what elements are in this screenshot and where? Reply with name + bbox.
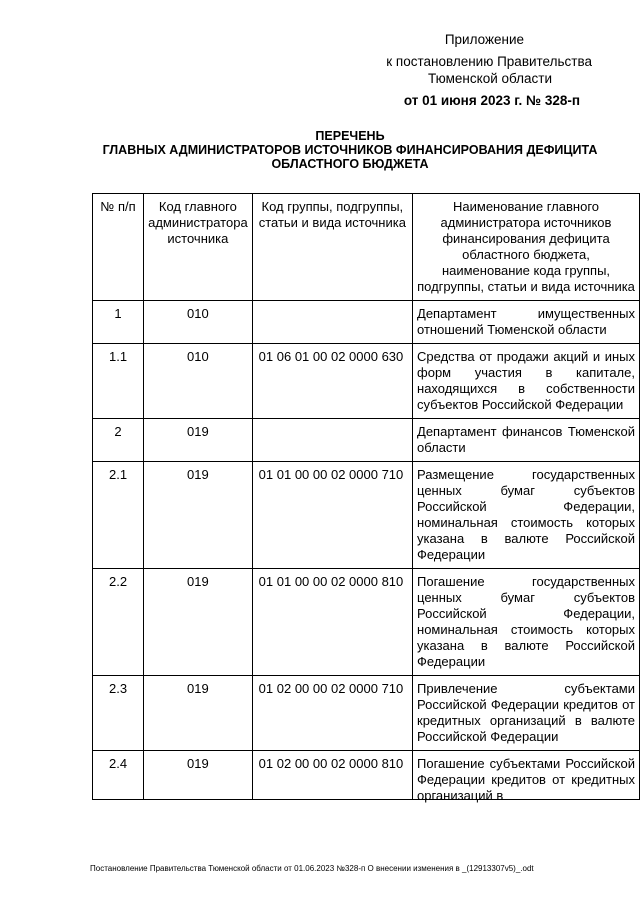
- row-admin-code: 010: [144, 301, 253, 344]
- appendix-title: Приложение: [444, 32, 524, 47]
- title-line-3: ОБЛАСТНОГО БЮДЖЕТА: [271, 157, 429, 171]
- row-num: 1: [93, 301, 144, 344]
- row-admin-code: 019: [144, 569, 253, 676]
- row-name: Размещение государственных ценных бумаг субъектов Российской Федерации, номинальная стоимость которых указана в валюте Российской Федерации: [413, 462, 640, 569]
- table-row: [93, 676, 640, 751]
- header-num: № п/п: [93, 194, 144, 301]
- table-row: [93, 344, 640, 419]
- row-name: [413, 751, 640, 803]
- row-group-code: 01 06 01 00 02 0000 630: [252, 344, 412, 419]
- administrators-table: [92, 193, 640, 803]
- row-num: 2.2: [93, 569, 144, 676]
- row-group-code: 01 01 00 00 02 0000 810: [252, 569, 412, 676]
- header-group-code: Код группы, подгруппы, статьи и вида источника: [252, 194, 412, 301]
- row-name-text: Погашение субъектами Российской Федерации кредитов от кредитных организаций в: [417, 756, 635, 803]
- table-row: [93, 569, 640, 676]
- appendix-date: от 01 июня 2023 г. № 328-п: [403, 93, 580, 108]
- header-name: Наименование главного администратора источников финансирования дефицита областного бюджета, наименование кода группы, подгруппы, статьи и вида источника: [413, 194, 640, 301]
- row-admin-code: 019: [144, 419, 253, 462]
- row-name: Департамент имущественных отношений Тюменской области: [413, 301, 640, 344]
- appendix-reference-line2: Тюменской области: [428, 71, 552, 86]
- row-name: Средства от продажи акций и иных форм участия в капитале, находящихся в собственности субъектов Российской Федерации: [413, 344, 640, 419]
- title-line-1: ПЕРЕЧЕНЬ: [315, 129, 385, 143]
- row-group-code: 01 02 00 00 02 0000 710: [252, 676, 412, 751]
- row-num: 2.4: [93, 751, 144, 800]
- row-admin-code: 019: [144, 751, 253, 800]
- row-num: 2.1: [93, 462, 144, 569]
- row-admin-code: 010: [144, 344, 253, 419]
- row-admin-code: 019: [144, 462, 253, 569]
- document-title: [80, 129, 620, 171]
- row-name: Департамент финансов Тюменской области: [413, 419, 640, 462]
- header-admin-code: Код главного администратора источника: [144, 194, 253, 301]
- row-admin-code: 019: [144, 676, 253, 751]
- page-footer: Постановление Правительства Тюменской области от 01.06.2023 №328-п О внесении изменения в _(12913307v5)_.odt: [90, 864, 534, 873]
- table-row: [93, 751, 640, 800]
- row-name: Погашение государственных ценных бумаг субъектов Российской Федерации, номинальная стоимость которых указана в валюте Российской Федерации: [413, 569, 640, 676]
- row-name: Привлечение субъектами Российской Федерации кредитов от кредитных организаций в валюте Российской Федерации: [413, 676, 640, 751]
- table-row: [93, 462, 640, 569]
- row-group-code: [252, 301, 412, 344]
- row-num: 1.1: [93, 344, 144, 419]
- row-group-code: [252, 419, 412, 462]
- row-group-code: 01 01 00 00 02 0000 710: [252, 462, 412, 569]
- row-num: 2: [93, 419, 144, 462]
- title-line-2: ГЛАВНЫХ АДМИНИСТРАТОРОВ ИСТОЧНИКОВ ФИНАНСИРОВАНИЯ ДЕФИЦИТА: [102, 143, 598, 157]
- row-num: 2.3: [93, 676, 144, 751]
- table-row: [93, 301, 640, 344]
- table-header-row: [93, 194, 640, 301]
- appendix-reference-line1: к постановлению Правительства: [386, 54, 592, 69]
- row-group-code: 01 02 00 00 02 0000 810: [252, 751, 412, 800]
- table-row: [93, 419, 640, 462]
